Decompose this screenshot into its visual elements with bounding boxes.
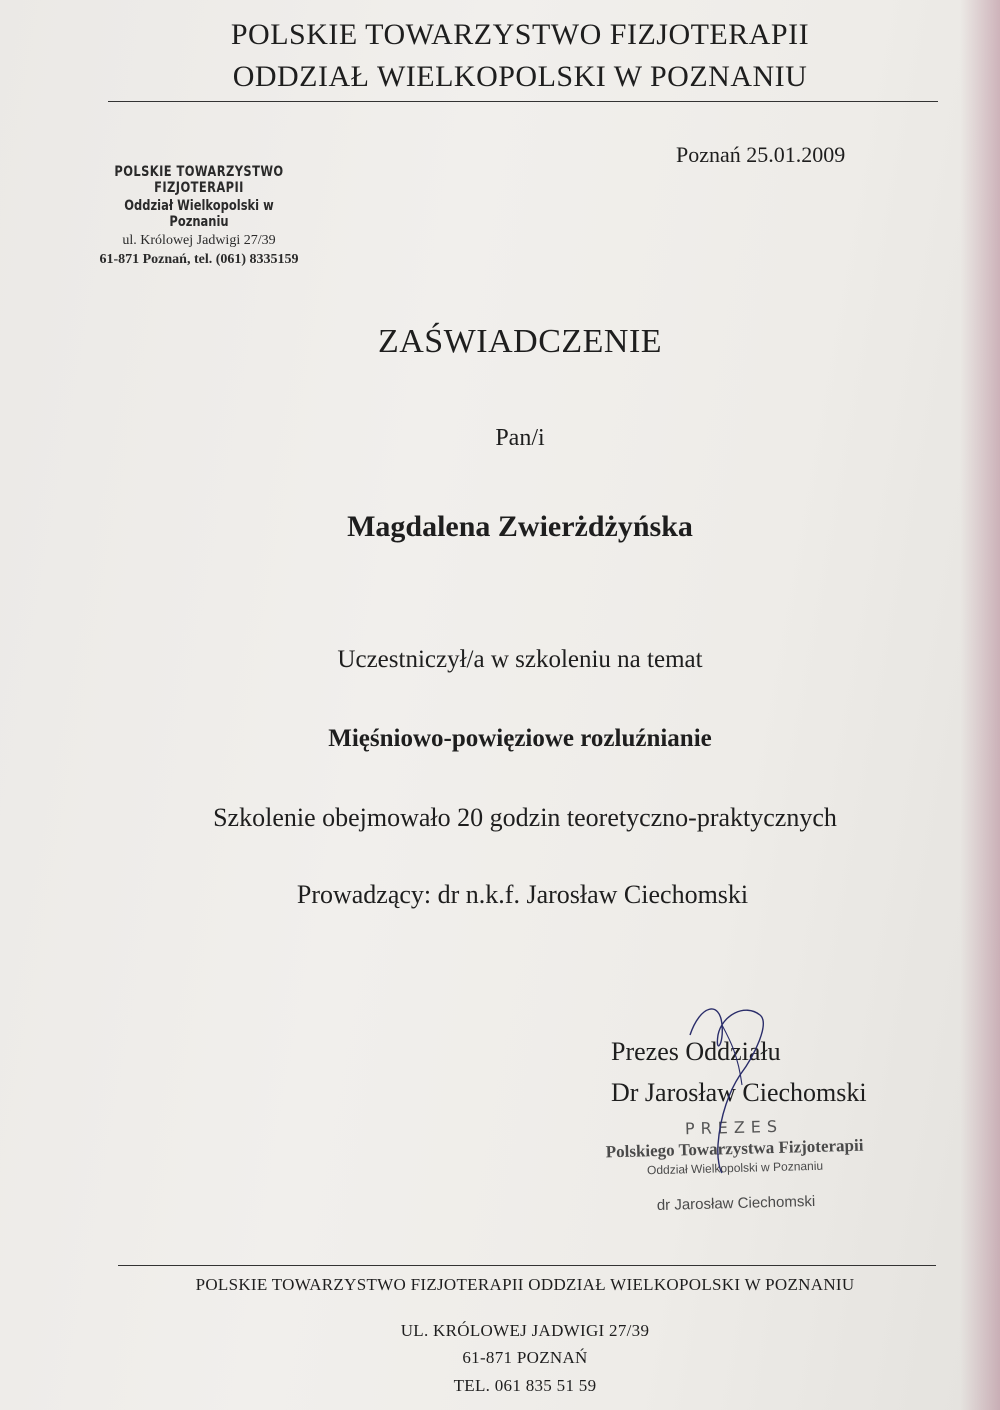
signature-stamp-role: PREZES <box>684 1116 784 1139</box>
participation-statement: Uczestniczył/a w szkoleniu na temat <box>337 646 703 673</box>
certificate-title: ZAŚWIADCZENIE <box>377 323 663 360</box>
signatory-title: Prezes Oddziału <box>611 1037 781 1066</box>
document-date: Poznań 25.01.2009 <box>676 142 846 167</box>
stamp-city-phone: 61-871 Poznań, tel. (061) 8335159 <box>99 252 299 267</box>
footer-divider <box>118 1265 936 1266</box>
address-stamp <box>74 164 324 268</box>
footer-street: UL. KRÓLOWEJ JADWIGI 27/39 <box>400 1321 650 1340</box>
footer-organization: POLSKIE TOWARZYSTWO FIZJOTERAPII ODDZIAŁ WIELKOPOLSKI W POZNANIU <box>195 1275 855 1294</box>
stamp-organization: POLSKIE TOWARZYSTWO FIZJOTERAPII <box>114 164 284 196</box>
footer-phone: TEL. 061 835 51 59 <box>453 1376 597 1395</box>
handwritten-signature <box>660 995 820 1175</box>
header-divider <box>108 101 938 102</box>
training-topic: Mięśniowo-powięziowe rozluźnianie <box>328 725 712 752</box>
training-hours: Szkolenie obejmowało 20 godzin teoretyczno-praktycznych <box>213 803 837 832</box>
header-branch: ODDZIAŁ WIELKOPOLSKI W POZNANIU <box>232 60 808 93</box>
header-organization: POLSKIE TOWARZYSTWO FIZJOTERAPII <box>230 18 810 51</box>
signature-stamp-name: dr Jarosław Ciechomski <box>656 1192 816 1215</box>
participant-name: Magdalena Zwierżdżyńska <box>347 510 693 543</box>
signatory-name: Dr Jarosław Ciechomski <box>611 1078 867 1107</box>
stamp-branch: Oddział Wielkopolski w Poznaniu <box>124 198 274 230</box>
salutation: Pan/i <box>495 425 545 451</box>
signature-stamp-organization: Polskiego Towarzystwa Fizjoterapii <box>605 1135 864 1162</box>
signature-stamp-branch: Oddział Wielkopolski w Poznaniu <box>646 1158 824 1178</box>
stamp-street: ul. Królowej Jadwigi 27/39 <box>122 233 276 248</box>
footer-city: 61-871 POZNAŃ <box>462 1348 588 1367</box>
instructor: Prowadzący: dr n.k.f. Jarosław Ciechomski <box>296 880 749 909</box>
